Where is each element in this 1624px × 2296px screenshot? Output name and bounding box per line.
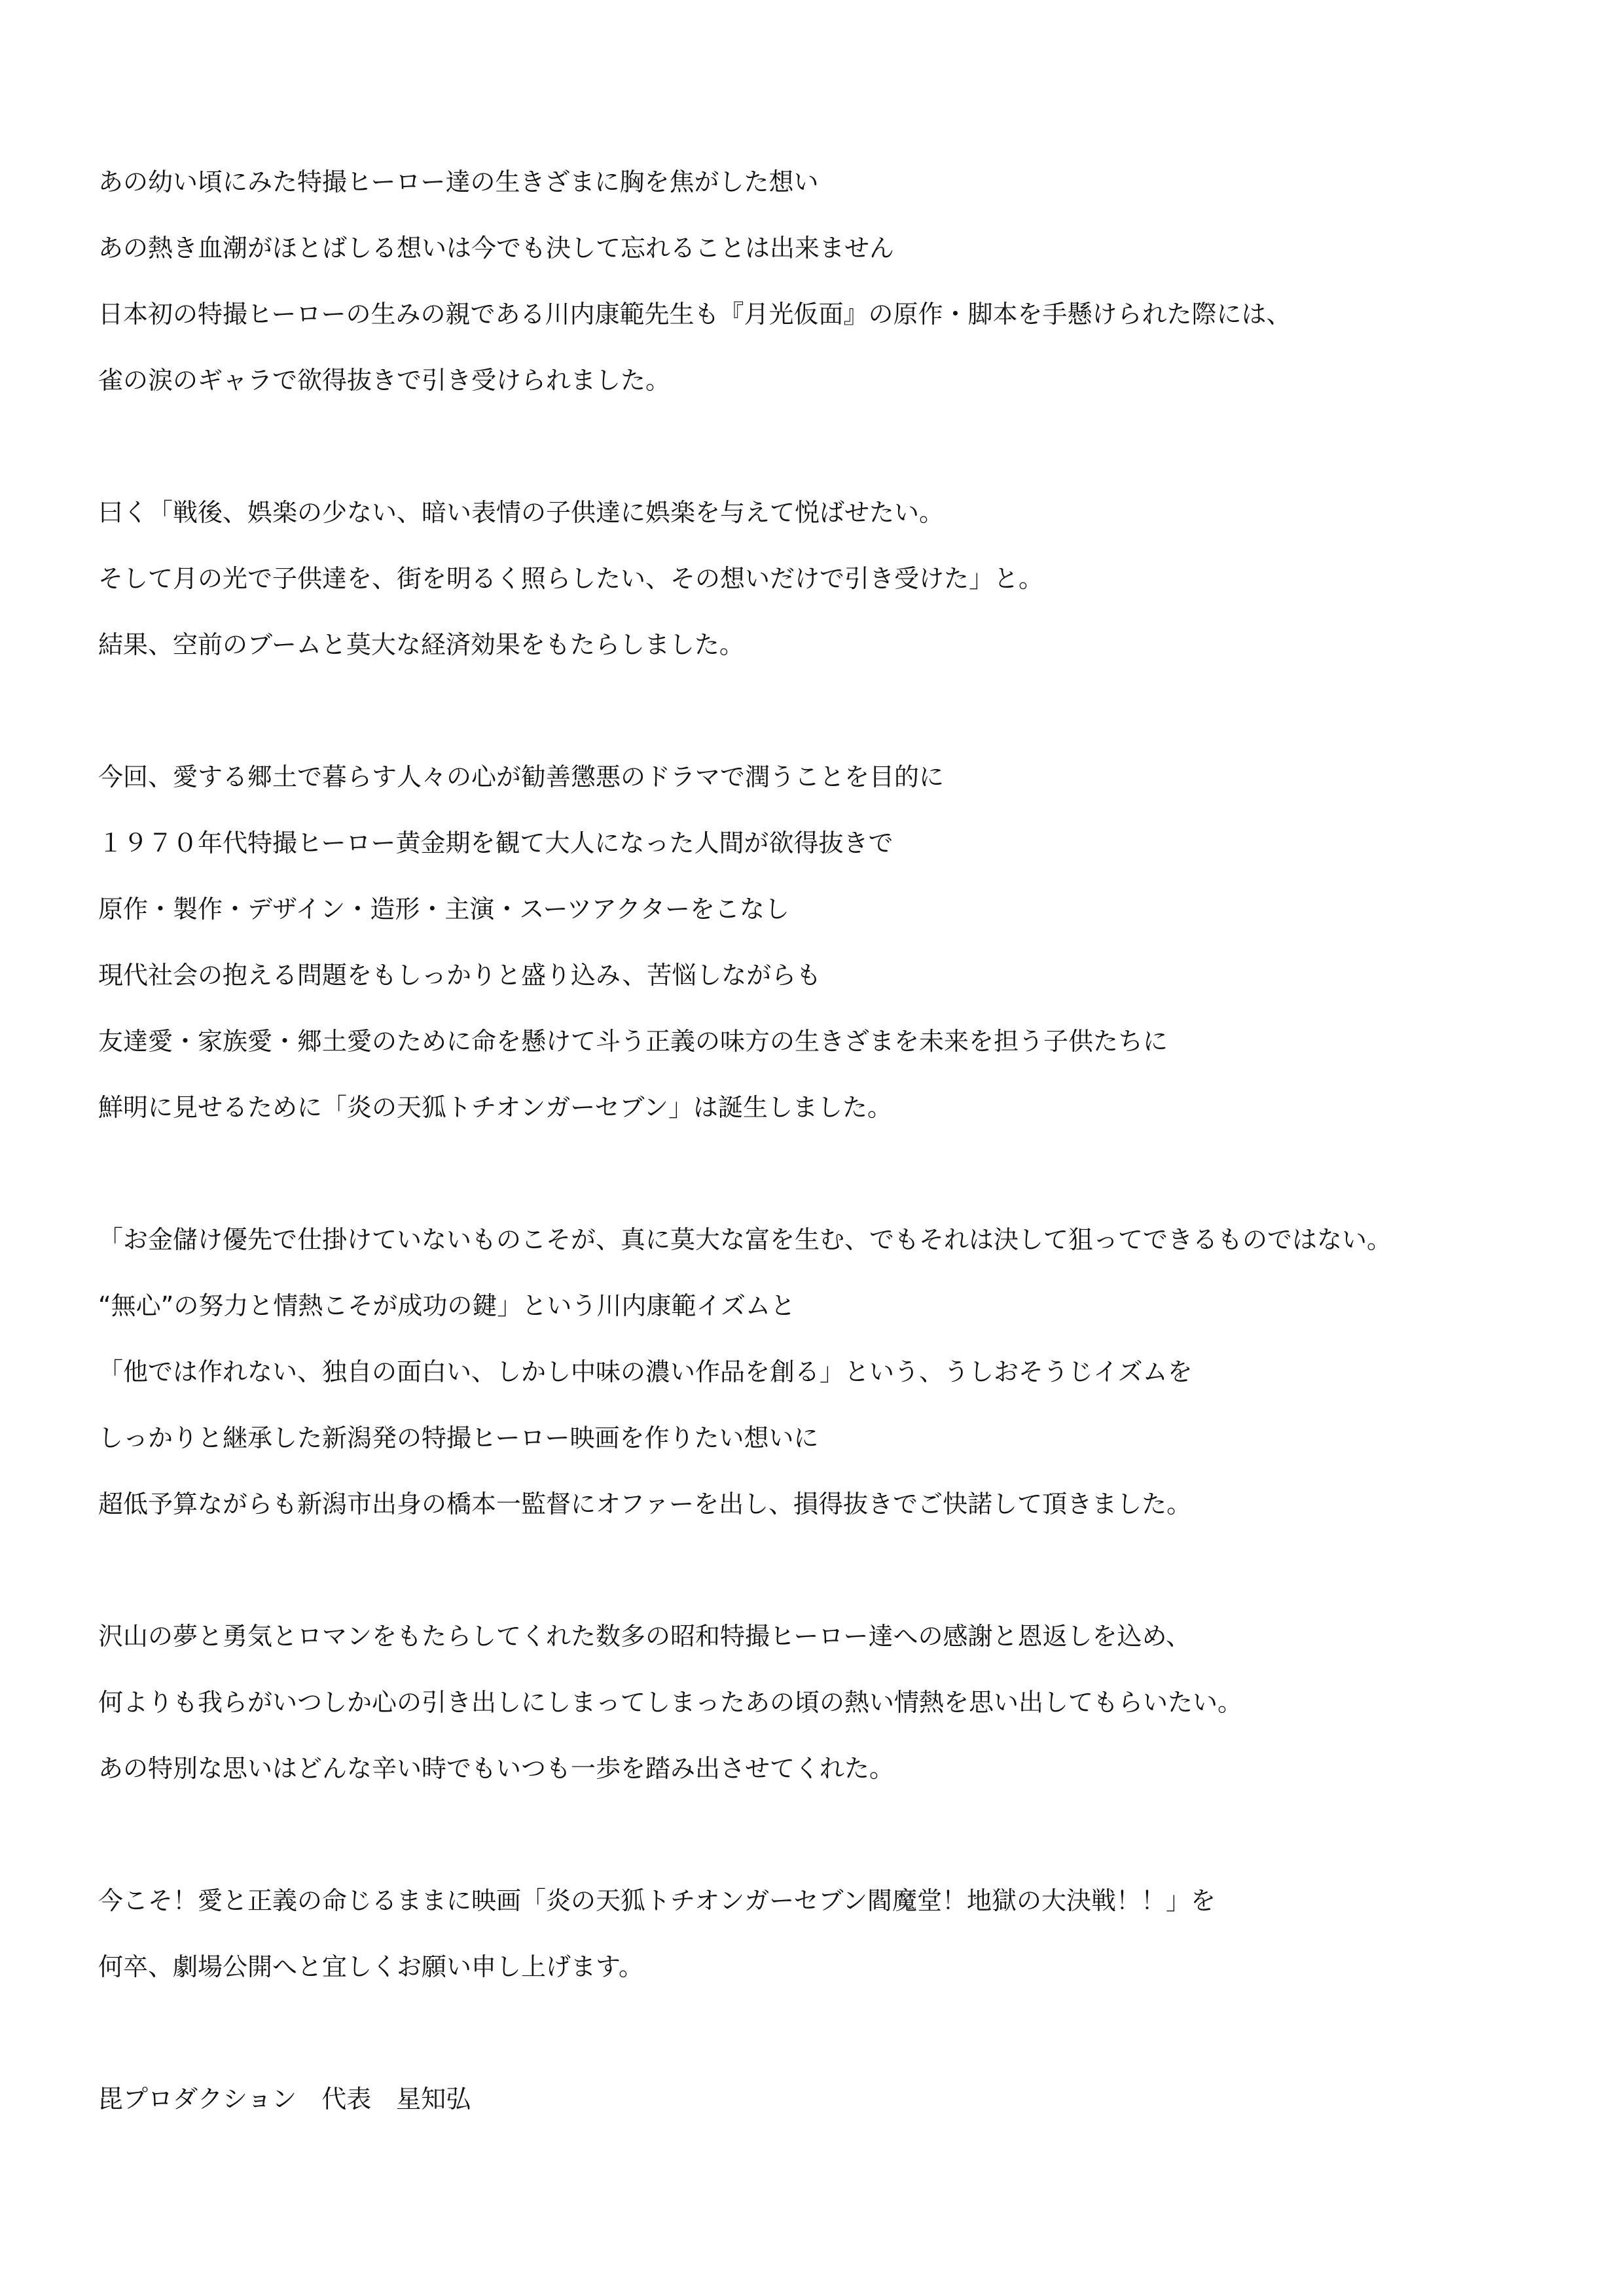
paragraph-6 bbox=[98, 1874, 1538, 2007]
text-line: 原作・製作・デザイン・造形・主演・スーツアクターをこなし bbox=[98, 895, 790, 924]
text-line: 雀の涙のギャラで欲得抜きで引き受けられました。 bbox=[98, 366, 671, 395]
text-line: あの特別な思いはどんな辛い時でもいつも一歩を踏み出させてくれた。 bbox=[98, 1754, 895, 1783]
text-line: しっかりと継承した新潟発の特撮ヒーロー映画を作りたい想いに bbox=[98, 1424, 819, 1452]
text-line: 結果、空前のブームと莫大な経済効果をもたらしました。 bbox=[98, 630, 744, 659]
paragraph-2 bbox=[98, 486, 1538, 685]
paragraph-4 bbox=[98, 1213, 1538, 1544]
text-line: 「お金儲け優先で仕掛けていないものこそが、真に莫大な富を生む、でもそれは決して狙ってできるものではない。 bbox=[98, 1225, 1392, 1254]
text-line: 今回、愛する郷土で暮らす人々の心が勧善懲悪のドラマで潤うことを目的に bbox=[98, 762, 945, 791]
text-line: 友達愛・家族愛・郷土愛のために命を懸けて斗う正義の味方の生きざまを未来を担う子供たちに bbox=[98, 1027, 1168, 1056]
text-line: 日本初の特撮ヒーローの生みの親である川内康範先生も『月光仮面』の原作・脚本を手懸けられた際には、 bbox=[98, 300, 1291, 329]
text-line: あの幼い頃にみた特撮ヒーロー達の生きざまに胸を焦がした想い bbox=[98, 168, 819, 196]
paragraph-1 bbox=[98, 156, 1538, 420]
text-line: 超低予算ながらも新潟市出身の橋本一監督にオファーを出し、損得抜きでご快諾して頂きました。 bbox=[98, 1490, 1192, 1518]
text-line: “無心”の努力と情熱こそが成功の鍵」という川内康範イズムと bbox=[98, 1291, 795, 1320]
paragraph-3 bbox=[98, 751, 1538, 1147]
text-line: 何卒、劇場公開へと宜しくお願い申し上げます。 bbox=[98, 1952, 643, 1981]
text-line: 沢山の夢と勇気とロマンをもたらしてくれた数多の昭和特撮ヒーロー達への感謝と恩返しを込め、 bbox=[98, 1622, 1191, 1651]
text-line: あの熱き血潮がほとばしる想いは今でも決して忘れることは出来ません bbox=[98, 234, 895, 262]
text-line: 曰く「戦後、娯楽の少ない、暗い表情の子供達に娯楽を与えて悦ばせたい。 bbox=[98, 498, 945, 527]
paragraph-5 bbox=[98, 1610, 1538, 1808]
signature: 毘プロダクション 代表 星知弘 bbox=[98, 2085, 471, 2113]
text-line: １９７０年代特撮ヒーロー黄金期を観て大人になった人間が欲得抜きで bbox=[98, 829, 893, 857]
text-line: 今こそ！愛と正義の命じるままに映画「炎の天狐トチオンガーセブン閻魔堂！地獄の大決戦！！」を bbox=[98, 1886, 1216, 1915]
text-line: そして月の光で子供達を、街を明るく照らしたい、その想いだけで引き受けた」と。 bbox=[98, 564, 1044, 593]
text-line: 現代社会の抱える問題をもしっかりと盛り込み、苦悩しながらも bbox=[98, 961, 821, 990]
text-line: 何よりも我らがいつしか心の引き出しにしまってしまったあの頃の熱い情熱を思い出してもらいたい。 bbox=[98, 1688, 1243, 1717]
text-line: 「他では作れない、独自の面白い、しかし中味の濃い作品を創る」という、うしおそうじイズムを bbox=[98, 1357, 1193, 1386]
text-line: 鮮明に見せるために「炎の天狐トチオンガーセブン」は誕生しました。 bbox=[98, 1093, 892, 1122]
letter-body bbox=[98, 156, 1538, 2139]
